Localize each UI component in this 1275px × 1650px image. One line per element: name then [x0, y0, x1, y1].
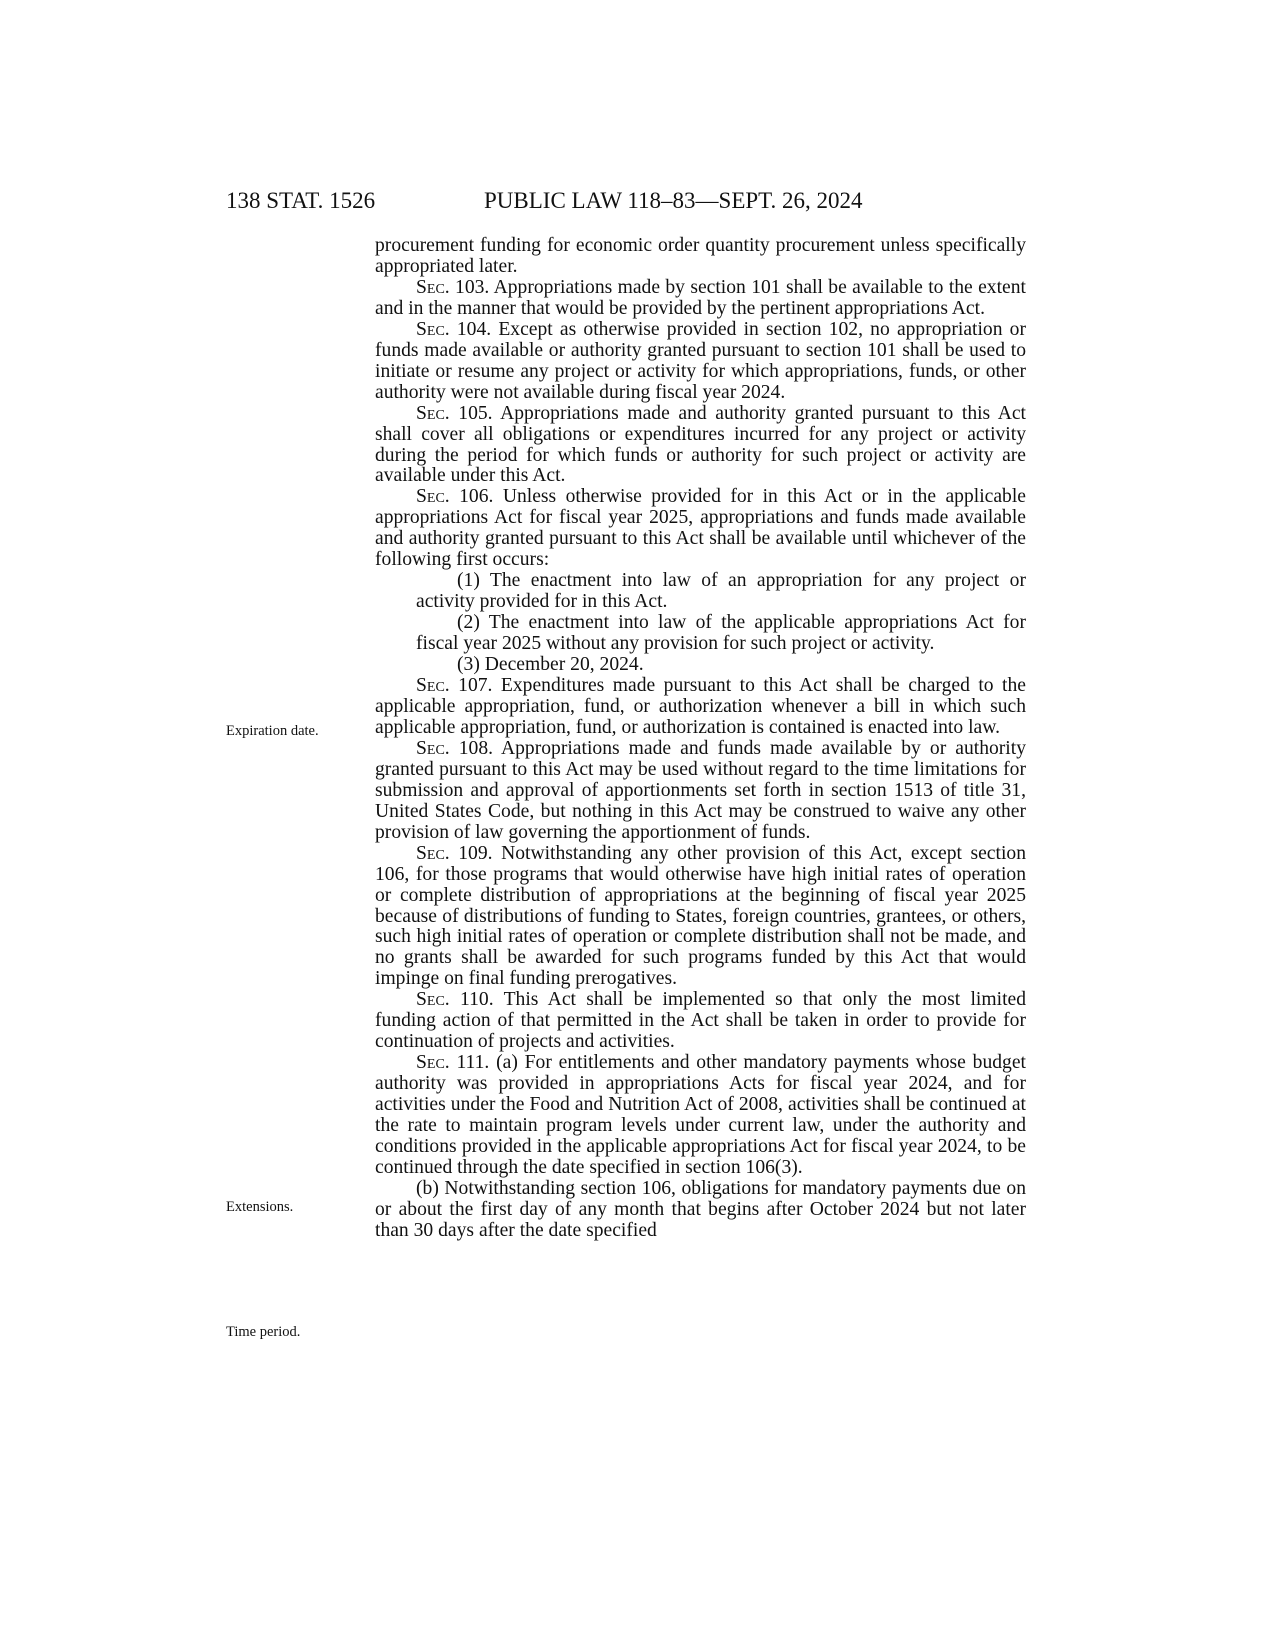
section-103	[375, 278, 1026, 320]
section-111-a-text: 111. (a) For entitlements and other mandatory payments whose budget authority was provided in appropriations Acts for fiscal year 2024, and for activities under the Food and Nutrition Act of 2008, activities shall be continued at the rate to maintain program levels under current law, under the authority and conditions provided in the applicable appropriations Act for fiscal year 2024, to be continued through the date specified in section 106(3).	[375, 1052, 1026, 1178]
sec-label: Sec.	[416, 486, 450, 508]
section-106-paragraph-1: (1) The enactment into law of an appropriation for any project or activity provided for in this Act.	[416, 570, 1026, 613]
section-106-paragraph-2: (2) The enactment into law of the applicable appropriations Act for fiscal year 2025 without any provision for such project or activity.	[416, 612, 1026, 655]
sec-label: Sec.	[416, 1052, 450, 1074]
section-110	[375, 990, 1026, 1053]
section-107-text: 107. Expenditures made pursuant to this Act shall be charged to the applicable appropriation, fund, or authorization whenever a bill in which such applicable appropriation, fund, or authorization is contained is enacted into law.	[375, 675, 1026, 738]
section-108	[375, 739, 1026, 844]
section-106-text: 106. Unless otherwise provided for in this Act or in the applicable appropriations Act for fiscal year 2025, appropriations and funds made available and authority granted pursuant to this Act shall be available until whichever of the following first occurs:	[375, 486, 1026, 571]
section-105-text: 105. Appropriations made and authority granted pursuant to this Act shall cover all obligations or expenditures incurred for any project or activity during the period for which funds or authority for such project or activity are available under this Act.	[375, 402, 1026, 487]
section-111-b: (b) Notwithstanding section 106, obligations for mandatory payments due on or about the first day of any month that begins after October 2024 but not later than 30 days after the date specified	[375, 1177, 1026, 1241]
section-109-text: 109. Notwithstanding any other provision of this Act, except section 106, for those programs that would otherwise have high initial rates of operation or complete distribution of appropriations at the beginning of fiscal year 2025 because of distributions of funding to States, foreign countries, grantees, or others, such high initial rates of operation or complete distribution shall not be made, and no grants shall be awarded for such programs funded by this Act that would impinge on final funding prerogatives.	[375, 842, 1026, 990]
section-110-text: 110. This Act shall be implemented so that only the most limited funding action of that permitted in the Act shall be taken in order to provide for continuation of projects and activities.	[375, 989, 1026, 1053]
statute-body	[375, 236, 1026, 1242]
carryover-paragraph: procurement funding for economic order quantity procurement unless specifically appropriated later.	[375, 235, 1026, 277]
sec-label: Sec.	[416, 842, 450, 864]
sec-label: Sec.	[416, 276, 450, 298]
section-106-paragraph-3: (3) December 20, 2024.	[457, 654, 644, 676]
section-111-a	[375, 1053, 1026, 1179]
margin-note-expiration: Expiration date.	[226, 723, 319, 739]
sec-label: Sec.	[416, 675, 450, 697]
section-104	[375, 320, 1026, 404]
section-109	[375, 844, 1026, 991]
margin-note-time-period: Time period.	[226, 1324, 301, 1340]
section-104-text: 104. Except as otherwise provided in section 102, no appropriation or funds made available or authority granted pursuant to section 101 shall be used to initiate or resume any project or activity for which appropriations, funds, or other authority were not available during fiscal year 2024.	[375, 318, 1026, 403]
page-header	[226, 186, 986, 216]
section-107	[375, 676, 1026, 739]
section-105	[375, 404, 1026, 488]
margin-note-extensions: Extensions.	[226, 1199, 294, 1215]
sec-label: Sec.	[416, 989, 450, 1011]
sec-label: Sec.	[416, 737, 450, 759]
sec-label: Sec.	[416, 318, 450, 340]
section-106	[375, 487, 1026, 571]
section-103-text: 103. Appropriations made by section 101 shall be available to the extent and in the manner that would be provided by the pertinent appropriations Act.	[375, 276, 1026, 319]
sec-label: Sec.	[416, 402, 450, 424]
public-law-title: PUBLIC LAW 118–83—SEPT. 26, 2024	[484, 188, 863, 213]
section-108-text: 108. Appropriations made and funds made available by or authority granted pursuant to this Act may be used without regard to the time limitations for submission and approval of apportionments set forth in section 1513 of title 31, United States Code, but nothing in this Act may be construed to waive any other provision of law governing the apportionment of funds.	[375, 737, 1026, 843]
stat-page-reference: 138 STAT. 1526	[226, 188, 376, 213]
